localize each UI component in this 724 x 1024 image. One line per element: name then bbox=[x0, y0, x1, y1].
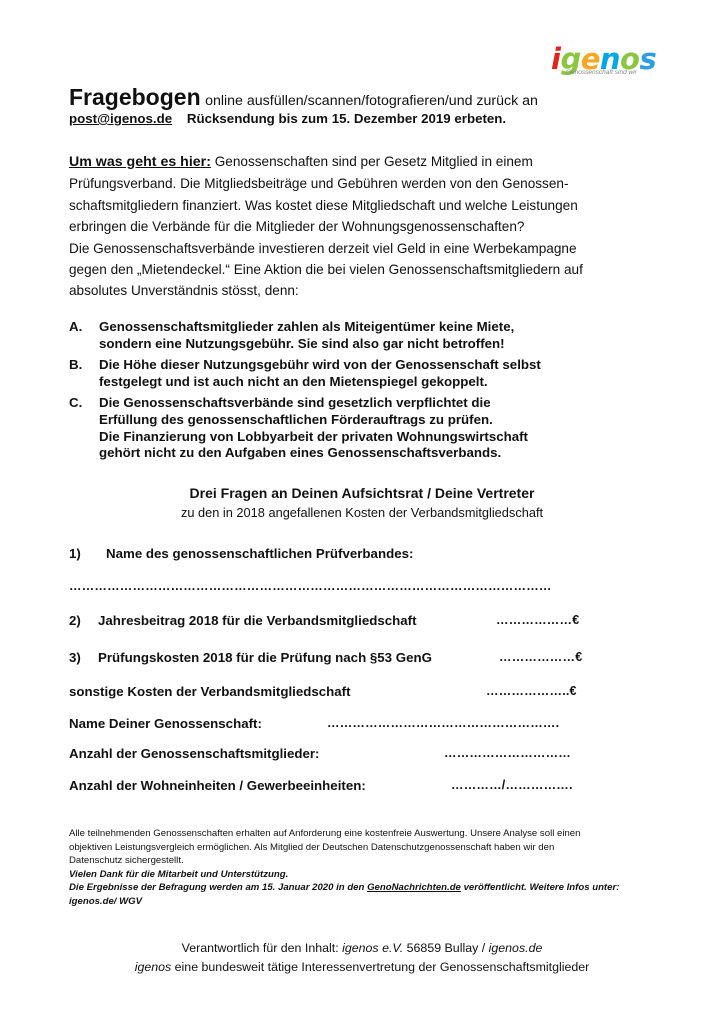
logo-letter: g bbox=[560, 42, 581, 76]
points-list bbox=[69, 319, 654, 467]
point-text: Genossenschaftsmitglieder zahlen als Miteigentümer keine Miete, bbox=[99, 319, 515, 334]
fineprint-text: objektiven Leistungsvergleich ermöglichen. Als Mitglied der Deutschen Datenschutzgenossenschaft haben wir den bbox=[69, 841, 555, 853]
answer-field-mitglieder[interactable]: ………………………… bbox=[444, 746, 571, 760]
footer-org-name: igenos bbox=[134, 960, 172, 974]
wgv-link[interactable]: igenos.de/ WGV bbox=[69, 895, 143, 907]
point-text: Die Finanzierung von Lobbyarbeit der privaten Wohnungswirtschaft bbox=[99, 428, 528, 444]
results-text-part: veröffentlicht. Weitere Infos unter: bbox=[463, 882, 620, 894]
question-number: 2) bbox=[69, 613, 81, 628]
genonachrichten-link[interactable]: GenoNachrichten.de bbox=[367, 882, 461, 894]
question-number: 3) bbox=[69, 650, 81, 665]
footer-text: Verantwortlich für den Inhalt: bbox=[181, 941, 339, 955]
fineprint-section bbox=[69, 827, 654, 909]
point-item bbox=[69, 395, 654, 461]
document-title: Fragebogen bbox=[69, 84, 201, 110]
point-text: sondern eine Nutzungsgebühr. Sie sind also gar nicht betroffen! bbox=[99, 335, 505, 351]
results-text-part: Die Ergebnisse der Befragung werden am 15. Januar 2020 in den bbox=[69, 882, 365, 894]
question-label: Name des genossenschaftlichen Prüfverbandes: bbox=[106, 546, 414, 561]
logo-letter: o bbox=[620, 42, 640, 76]
answer-field-jahresbeitrag[interactable]: ………………€ bbox=[496, 613, 580, 627]
submission-line bbox=[69, 111, 506, 126]
fineprint-text: Alle teilnehmenden Genossenschaften erhalten auf Anforderung eine kostenfreie Auswertung. Unsere Analyse soll einen bbox=[69, 828, 581, 839]
footer-org-name: igenos e.V. bbox=[342, 941, 404, 955]
logo-letter: i bbox=[551, 42, 561, 76]
logo-letter: e bbox=[580, 42, 600, 76]
point-letter: B. bbox=[69, 357, 83, 373]
point-text: festgelegt und ist auch nicht an den Mietenspiegel gekoppelt. bbox=[99, 373, 488, 389]
answer-field-prufverband[interactable]: …………………………………………………………………………………………………… bbox=[69, 579, 552, 593]
point-text: Die Genossenschaftsverbände sind gesetzlich verpflichtet die bbox=[99, 395, 491, 411]
results-text bbox=[69, 881, 654, 895]
footer-description bbox=[0, 960, 724, 974]
answer-field-wohneinheiten[interactable]: …………/……………. bbox=[451, 778, 573, 792]
footer-text: eine bundesweit tätige Interessenvertretung der Genossenschaftsmitglieder bbox=[174, 960, 590, 974]
point-letter: A. bbox=[69, 319, 83, 334]
email-link[interactable]: post@igenos.de bbox=[69, 111, 173, 126]
question-label: Anzahl der Genossenschaftsmitglieder: bbox=[69, 746, 320, 761]
questions-subtitle: zu den in 2018 angefallenen Kosten der Verbandsmitgliedschaft bbox=[180, 505, 544, 520]
title-instructions: online ausfüllen/scannen/fotografieren/und zurück an bbox=[205, 93, 538, 109]
point-item bbox=[69, 357, 654, 390]
answer-field-prufungskosten[interactable]: ………………€ bbox=[499, 650, 583, 664]
question-label: sonstige Kosten der Verbandsmitgliedschaft bbox=[69, 684, 351, 699]
intro-text: Genossenschaften sind per Gesetz Mitglied in einem bbox=[214, 154, 533, 169]
point-letter: C. bbox=[69, 395, 83, 411]
footer-website[interactable]: igenos.de bbox=[488, 941, 543, 955]
point-item bbox=[69, 319, 654, 352]
answer-field-genossenschaft-name[interactable]: ………………………………………………. bbox=[327, 716, 560, 730]
footer-text: 56859 Bullay / bbox=[406, 941, 486, 955]
question-label: Prüfungskosten 2018 für die Prüfung nach §53 GenG bbox=[98, 650, 432, 665]
intro-text: erbringen die Verbände für die Mitglieder der Wohnungsgenossenschaften? bbox=[69, 219, 525, 235]
point-text: gehört nicht zu den Aufgaben eines Genossenschaftsverbands. bbox=[99, 445, 502, 461]
footer-responsible bbox=[0, 941, 724, 955]
intro-section bbox=[69, 151, 639, 302]
intro-text: schaftsmitgliedern finanziert. Was kostet diese Mitgliedschaft und welche Leistungen bbox=[69, 197, 578, 213]
intro-text: Die Genossenschaftsverbände investieren derzeit viel Geld in eine Werbekampagne bbox=[69, 240, 577, 256]
logo-letter: s bbox=[639, 42, 657, 76]
question-label: Jahresbeitrag 2018 für die Verbandsmitgliedschaft bbox=[98, 613, 417, 628]
logo-tagline: Genossenschaft sind wir bbox=[566, 69, 637, 76]
question-number: 1) bbox=[69, 546, 81, 561]
intro-text: Prüfungsverband. Die Mitgliedsbeiträge und Gebühren werden von den Genossen- bbox=[69, 176, 569, 192]
intro-text: gegen den „Mietendeckel.“ Eine Aktion die bei vielen Genossenschaftsmitgliedern auf bbox=[69, 262, 583, 278]
logo-letter: n bbox=[599, 42, 621, 76]
questions-title: Drei Fragen an Deinen Aufsichtsrat / Deine Vertreter bbox=[189, 485, 535, 501]
point-text: Erfüllung des genossenschaftlichen Förderauftrags zu prüfen. bbox=[99, 411, 493, 427]
fineprint-text: Datenschutz sichergestellt. bbox=[69, 855, 184, 867]
point-text: Die Höhe dieser Nutzungsgebühr wird von der Genossenschaft selbst bbox=[99, 357, 541, 373]
thanks-text: Vielen Dank für die Mitarbeit und Unterstützung. bbox=[69, 868, 289, 880]
question-label: Anzahl der Wohneinheiten / Gewerbeeinheiten: bbox=[69, 778, 366, 793]
intro-heading: Um was geht es hier: bbox=[69, 154, 211, 170]
question-label: Name Deiner Genossenschaft: bbox=[69, 716, 262, 731]
deadline-text: Rücksendung bis zum 15. Dezember 2019 erbeten. bbox=[186, 111, 507, 126]
intro-text: absolutes Unverständnis stösst, denn: bbox=[69, 283, 299, 299]
document-title-line bbox=[69, 84, 538, 111]
answer-field-sonstige-kosten[interactable]: ………………..€ bbox=[486, 684, 577, 698]
